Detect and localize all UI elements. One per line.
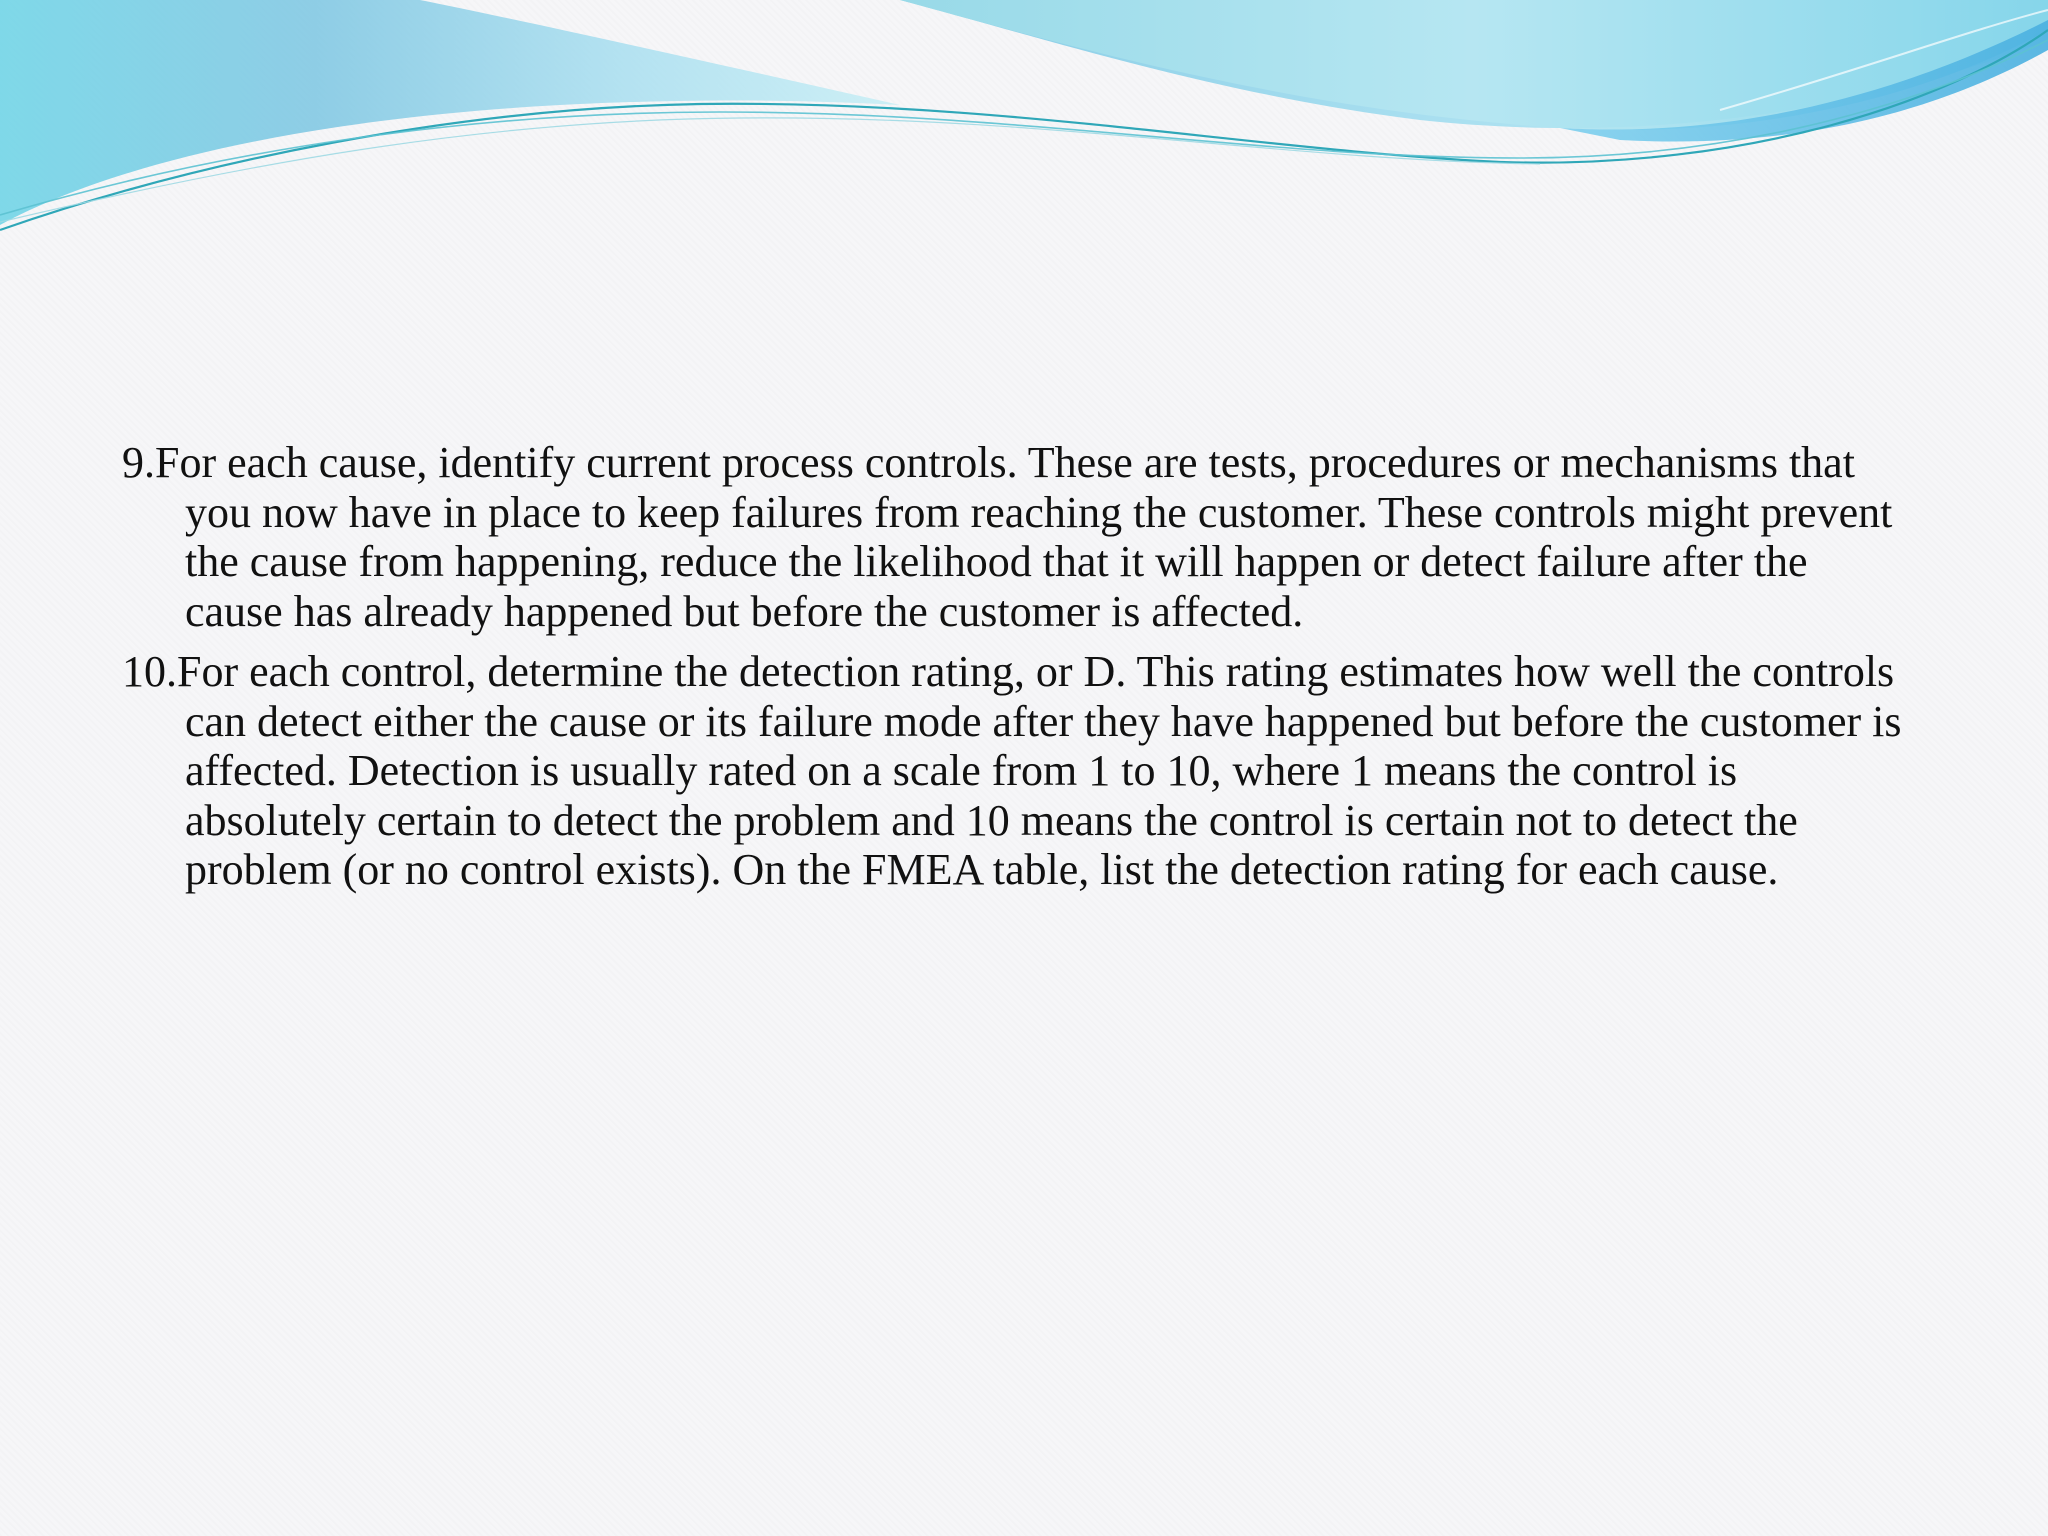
header-wave-decoration: [0, 0, 2048, 240]
list-item-9: [122, 438, 1912, 636]
item-number: 9.: [122, 438, 155, 487]
list-item-10: [122, 647, 1912, 895]
item-number: 10.: [122, 647, 177, 696]
numbered-list: [122, 438, 1912, 906]
item-text: For each cause, identify current process controls. These are tests, procedures or mechanisms that you now have in place to keep failures from reaching the customer. These controls might prevent the cause from happening, reduce the likelihood that it will happen or detect failure after the cause has already happened but before the customer is affected.: [155, 438, 1893, 636]
item-text: For each control, determine the detection rating, or D. This rating estimates how well the controls can detect either the cause or its failure mode after they have happened but before the customer is affected. Detection is usually rated on a scale from 1 to 10, where 1 means the control is absolutely certain to detect the problem and 10 means the control is certain not to detect the problem (or no control exists). On the FMEA table, list the detection rating for each cause.: [177, 647, 1902, 894]
